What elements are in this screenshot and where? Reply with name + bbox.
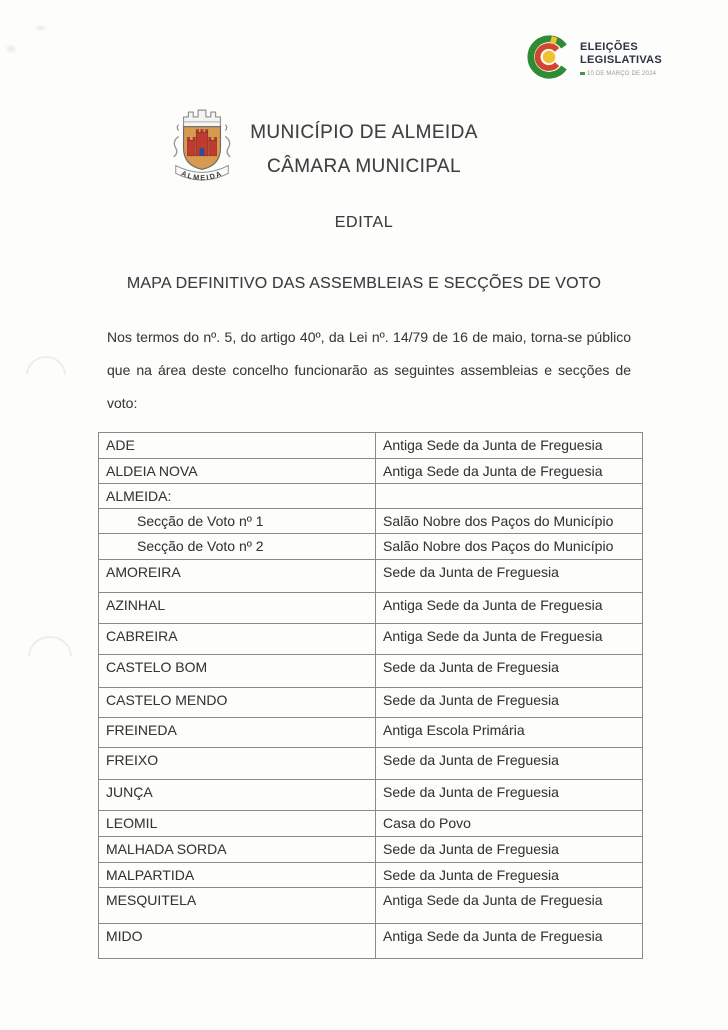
parish-cell: CASTELO MENDO [99,688,376,718]
parish-cell: CASTELO BOM [99,655,376,688]
table-row [99,748,643,780]
table-row [99,924,643,959]
table-row [99,624,643,655]
table-row [99,534,643,560]
table-row [99,863,643,888]
location-cell: Casa do Povo [376,811,643,837]
location-cell: Sede da Junta de Freguesia [376,560,643,593]
parish-cell: ALDEIA NOVA [99,459,376,484]
parish-cell: Secção de Voto nº 2 [99,534,376,560]
parish-cell: ALMEIDA: [99,484,376,509]
location-cell: Antiga Sede da Junta de Freguesia [376,433,643,459]
header-titles [0,116,728,184]
parish-cell: MESQUITELA [99,888,376,924]
table-row [99,593,643,624]
location-cell: Antiga Sede da Junta de Freguesia [376,459,643,484]
election-logo [526,31,702,83]
location-cell: Sede da Junta de Freguesia [376,688,643,718]
scan-smudge [4,44,18,54]
scan-artifact-arc [26,356,66,394]
parish-cell: MALHADA SORDA [99,837,376,863]
parish-cell: JUNÇA [99,780,376,811]
location-cell: Antiga Sede da Junta de Freguesia [376,624,643,655]
table-row [99,459,643,484]
parish-cell: ADE [99,433,376,459]
election-logo-text [580,31,702,79]
location-cell: Sede da Junta de Freguesia [376,780,643,811]
municipality-title: MUNICÍPIO DE ALMEIDA [250,122,478,143]
location-cell: Sede da Junta de Freguesia [376,863,643,888]
location-cell: Antiga Escola Primária [376,718,643,748]
location-cell: Antiga Sede da Junta de Freguesia [376,888,643,924]
table-row [99,560,643,593]
table-row [99,837,643,863]
table-row [99,433,643,459]
location-cell: Antiga Sede da Junta de Freguesia [376,924,643,959]
edital-heading: EDITAL [334,214,394,231]
location-cell: Antiga Sede da Junta de Freguesia [376,593,643,624]
table-row [99,888,643,924]
parish-cell: LEOMIL [99,811,376,837]
table-row [99,811,643,837]
subject-heading: MAPA DEFINITIVO DAS ASSEMBLEIAS E SECÇÕES DE VOTO [126,275,602,292]
parish-cell: Secção de Voto nº 1 [99,509,376,534]
council-subtitle: CÂMARA MUNICIPAL [267,156,461,177]
crest-caption: ALMEIDA [180,168,224,183]
date-tick-icon [580,72,585,75]
location-cell: Sede da Junta de Freguesia [376,655,643,688]
parish-cell: AZINHAL [99,593,376,624]
parish-cell: MIDO [99,924,376,959]
table-row [99,509,643,534]
location-cell: Salão Nobre dos Paços do Município [376,509,643,534]
table-row [99,484,643,509]
parish-cell: CABREIRA [99,624,376,655]
scan-artifact-arc [28,636,72,676]
parish-cell: MALPARTIDA [99,863,376,888]
scan-smudge [34,24,48,32]
election-logo-title-line2: LEGISLATIVAS [580,53,663,66]
location-cell: Sede da Junta de Freguesia [376,837,643,863]
parish-cell: FREIXO [99,748,376,780]
polling-table [98,432,643,959]
parish-cell: FREINEDA [99,718,376,748]
intro-paragraph: Nos termos do nº. 5, do artigo 40º, da Lei nº. 14/79 de 16 de maio, torna-se público que na área deste concelho funcionarão as seguintes assembleias e secções de voto: [107,329,631,411]
table-row [99,688,643,718]
election-c-icon [526,31,574,83]
table-row [99,718,643,748]
location-cell [376,484,643,509]
parish-cell: AMOREIRA [99,560,376,593]
location-cell: Sede da Junta de Freguesia [376,748,643,780]
election-date: 10 DE MARÇO DE 2024 [587,70,657,77]
table-row [99,780,643,811]
election-logo-title-line1: ELEIÇÕES [580,41,639,53]
table-row [99,655,643,688]
location-cell: Salão Nobre dos Paços do Município [376,534,643,560]
